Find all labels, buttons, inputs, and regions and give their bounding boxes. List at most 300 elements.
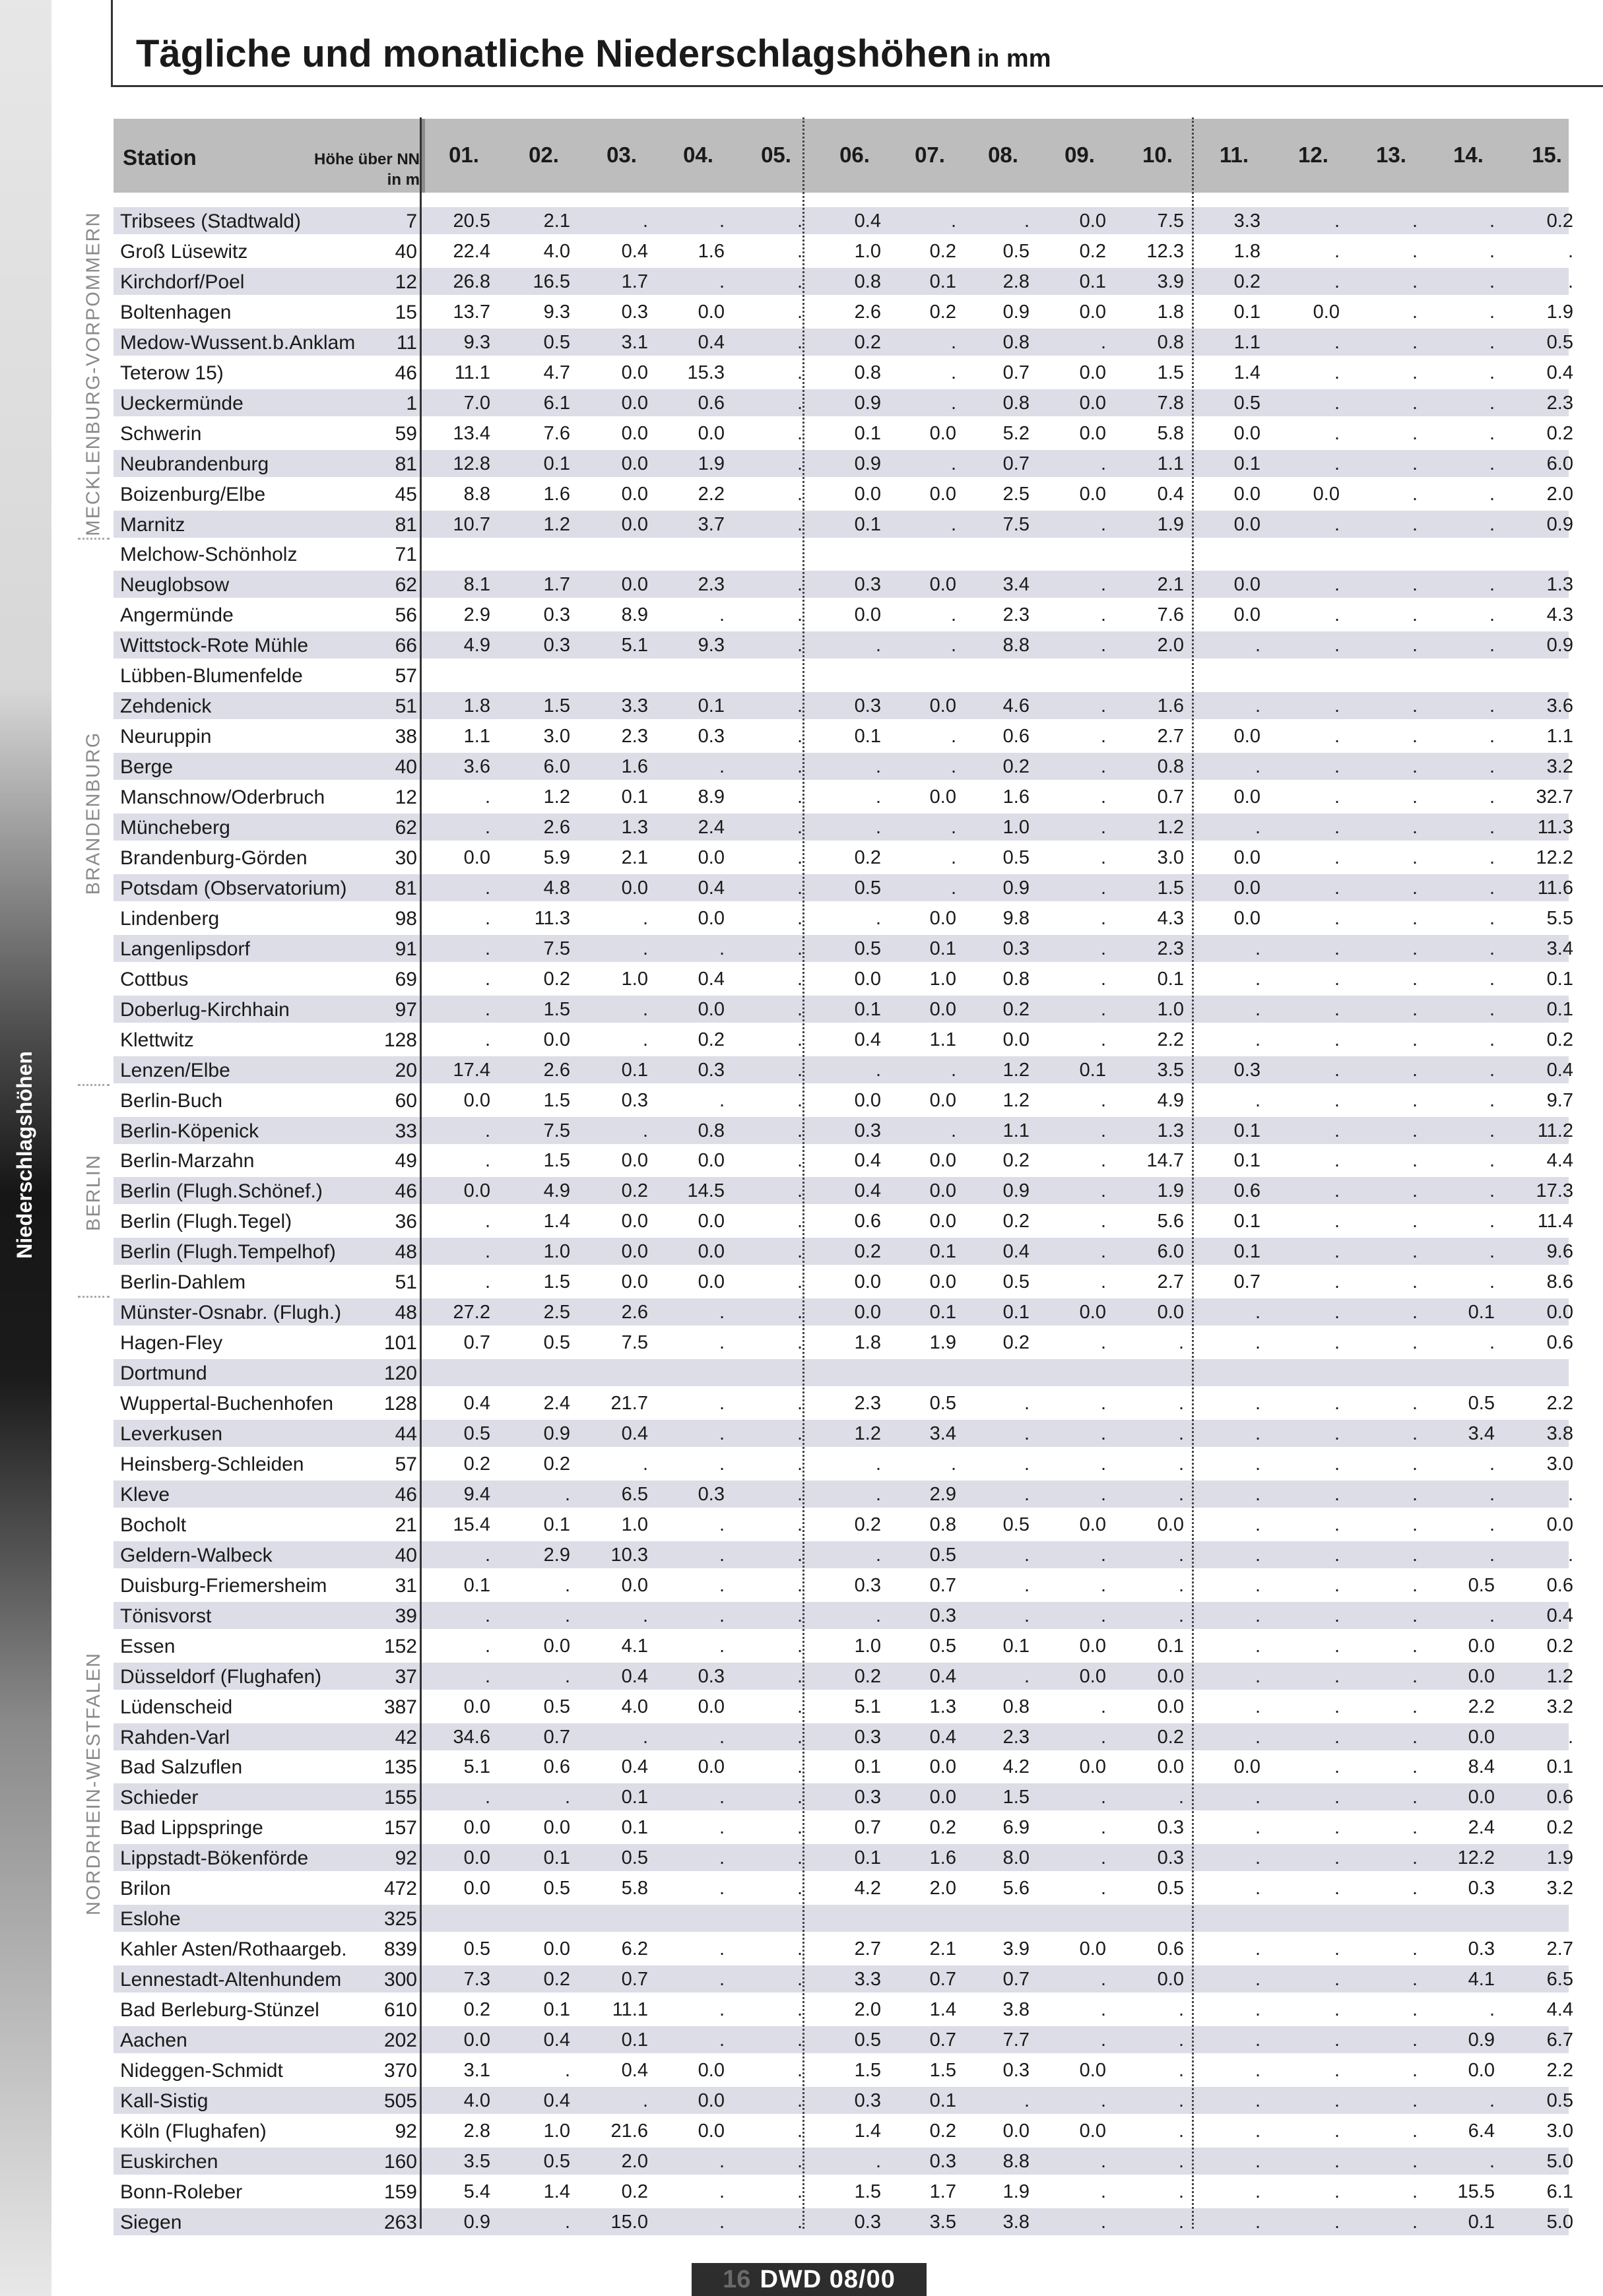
precip-value: 4.1 (621, 1635, 648, 1657)
station-height: 1 (406, 392, 417, 414)
station-height: 46 (395, 1483, 417, 1506)
precip-value: . (797, 1150, 802, 1172)
precip-value: . (719, 271, 725, 292)
precip-value: 0.3 (543, 635, 570, 656)
precip-value: 2.6 (543, 1059, 570, 1081)
precip-value: 7.5 (621, 1332, 648, 1354)
precip-value: 0.6 (1546, 1787, 1573, 1808)
precip-value: 0.9 (1546, 635, 1573, 656)
station-name: Lippstadt-Bökenförde (120, 1847, 309, 1870)
precip-value: . (1255, 1544, 1260, 1566)
precip-value: . (719, 1878, 725, 1899)
precip-value: . (1255, 1847, 1260, 1869)
precip-value: . (1255, 635, 1260, 656)
precip-value: 2.8 (1002, 271, 1030, 292)
precip-value: 1.9 (1546, 1847, 1573, 1869)
precip-value: 4.7 (543, 362, 570, 383)
precip-value: 0.0 (929, 998, 956, 1020)
precip-value: . (1100, 2089, 1106, 2111)
precip-value: 0.1 (854, 1756, 881, 1778)
precip-value: 0.0 (463, 1847, 490, 1869)
station-name: Melchow-Schönholz (120, 544, 298, 566)
precip-value: 0.4 (698, 331, 725, 353)
precip-value: 0.7 (929, 1574, 956, 1596)
precip-value: . (1334, 271, 1340, 292)
precip-value: . (1100, 1726, 1106, 1748)
precip-value: 0.0 (698, 2059, 725, 2081)
precip-value: 0.0 (1233, 1756, 1260, 1778)
precip-value: 0.1 (621, 1059, 648, 1081)
table-row (114, 1602, 1573, 1629)
station-height: 62 (395, 574, 417, 596)
precip-value: 0.0 (698, 1241, 725, 1263)
station-name: Heinsberg-Schleiden (120, 1453, 304, 1475)
precip-value: 2.5 (543, 1302, 570, 1323)
station-height: 40 (395, 756, 417, 779)
precip-value: 0.9 (1002, 301, 1030, 323)
precip-value: . (875, 1453, 881, 1475)
station-name: Leverkusen (120, 1423, 223, 1445)
precip-value: 0.2 (854, 1241, 881, 1263)
precip-value: 0.2 (854, 1514, 881, 1535)
precip-value: 1.1 (929, 1029, 956, 1050)
precip-value: 0.4 (621, 1423, 648, 1444)
precip-value: . (1489, 1059, 1495, 1081)
precip-value: 2.0 (1546, 483, 1573, 505)
station-name: Berlin-Dahlem (120, 1271, 246, 1294)
precip-value: 2.4 (698, 817, 725, 838)
precip-value: 0.1 (929, 1241, 956, 1263)
precip-value: 0.5 (1468, 1574, 1495, 1596)
precip-value: . (1489, 1211, 1495, 1232)
precip-value: 3.4 (929, 1423, 956, 1444)
precip-value: 1.6 (929, 1847, 956, 1869)
precip-value: . (1412, 1423, 1418, 1444)
precip-value: 1.1 (463, 726, 490, 748)
station-name: Lenzen/Elbe (120, 1059, 230, 1081)
station-height: 71 (395, 544, 417, 566)
precip-value: . (797, 513, 802, 535)
precip-value: . (1334, 1574, 1340, 1596)
station-name: Cottbus (120, 968, 189, 990)
precip-value: 0.0 (929, 483, 956, 505)
precip-value: 4.2 (854, 1878, 881, 1899)
precip-value: 0.0 (698, 2089, 725, 2111)
precip-value: 0.1 (543, 1514, 570, 1535)
precip-value: . (797, 786, 802, 808)
precip-value: . (1412, 1393, 1418, 1415)
precip-value: . (1489, 1999, 1495, 2021)
table-row (114, 298, 1573, 325)
table-row (114, 1087, 1573, 1114)
precip-value: . (797, 907, 802, 929)
station-name: Berlin (Flugh.Tegel) (120, 1211, 292, 1233)
precip-value: . (1412, 846, 1418, 868)
precip-value: . (719, 1726, 725, 1748)
station-height: 36 (395, 1211, 417, 1233)
precip-value: . (797, 1605, 802, 1626)
precip-value: 2.9 (929, 1483, 956, 1505)
precip-value: . (719, 1817, 725, 1839)
day-column-header: 14. (1453, 143, 1484, 167)
precip-value: . (1412, 513, 1418, 535)
precip-value: . (1412, 877, 1418, 899)
precip-value: 0.1 (1233, 301, 1260, 323)
precip-value: . (642, 938, 648, 959)
precip-value: . (1412, 2059, 1418, 2081)
precip-value: 10.3 (610, 1544, 648, 1566)
precip-value: 0.1 (854, 1847, 881, 1869)
precip-value: 0.0 (929, 1150, 956, 1172)
precip-value: 8.8 (463, 483, 490, 505)
precip-value: 0.0 (1079, 1302, 1106, 1323)
precip-value: . (484, 817, 490, 838)
precip-value: . (484, 938, 490, 959)
precip-value: 0.1 (1233, 1211, 1260, 1232)
precip-value: 1.0 (1002, 817, 1030, 838)
precip-value: . (1567, 240, 1573, 262)
precip-value: . (797, 635, 802, 656)
station-height: 387 (383, 1696, 417, 1718)
precip-value: 0.0 (621, 1241, 648, 1263)
precip-value: . (1334, 1241, 1340, 1263)
precip-value: . (1100, 1211, 1106, 1232)
table-row (114, 1389, 1573, 1417)
precip-value: 0.5 (1233, 392, 1260, 414)
precip-value: 1.5 (929, 2059, 956, 2081)
day-column-header: 09. (1064, 143, 1095, 167)
precip-value: . (484, 1029, 490, 1050)
precip-value: . (484, 1150, 490, 1172)
precip-value: . (950, 726, 956, 748)
precip-value: . (950, 635, 956, 656)
precip-value: 0.3 (929, 2150, 956, 2172)
precip-value: . (1255, 1938, 1260, 1960)
precip-value: . (1489, 877, 1495, 899)
precip-value: 1.0 (543, 2120, 570, 2142)
precip-value: 6.2 (621, 1938, 648, 1960)
precip-value: 0.0 (1468, 2059, 1495, 2081)
precip-value: 1.3 (1546, 574, 1573, 596)
precip-value: 0.0 (621, 1271, 648, 1293)
precip-value: . (950, 331, 956, 353)
precip-value: . (1100, 846, 1106, 868)
precip-value: . (1489, 271, 1495, 292)
precip-value: . (1255, 2089, 1260, 2111)
precip-value: . (1412, 2029, 1418, 2051)
precip-value: . (1100, 1241, 1106, 1263)
station-height: 472 (383, 1878, 417, 1900)
precip-value: . (797, 362, 802, 383)
station-height: 48 (395, 1302, 417, 1324)
precip-value: . (950, 817, 956, 838)
table-row (114, 905, 1573, 932)
precip-value: 0.8 (1157, 756, 1184, 778)
precip-value: 2.3 (621, 726, 648, 748)
precip-value: 0.8 (854, 362, 881, 383)
precip-value: 9.6 (1546, 1241, 1573, 1263)
precip-value: . (1412, 726, 1418, 748)
precip-value: 8.0 (1002, 1847, 1030, 1869)
precip-value: . (1412, 483, 1418, 505)
precip-value: . (1334, 2059, 1340, 2081)
precip-value: . (797, 1332, 802, 1354)
station-height: 44 (395, 1423, 417, 1445)
precip-value: 1.2 (1546, 1665, 1573, 1687)
precip-value: 0.3 (621, 301, 648, 323)
table-row (114, 1450, 1573, 1477)
station-name: Bad Salzuflen (120, 1756, 243, 1779)
precip-value: 1.5 (543, 695, 570, 717)
precip-value: . (1255, 1574, 1260, 1596)
region-label (78, 207, 110, 540)
precip-value: . (1334, 1787, 1340, 1808)
table-row (114, 631, 1573, 658)
precip-value: 1.6 (698, 240, 725, 262)
precip-value: 12.8 (453, 453, 490, 474)
precip-value: 0.3 (854, 1574, 881, 1596)
precip-value: 3.0 (1546, 1453, 1573, 1475)
precip-value: . (1100, 2150, 1106, 2172)
precip-value: 3.8 (1546, 1423, 1573, 1444)
precip-value: . (719, 210, 725, 232)
precip-value: 4.3 (1157, 907, 1184, 929)
precip-value: . (1024, 1453, 1030, 1475)
precip-value: 1.5 (543, 1150, 570, 1172)
precip-value: 0.8 (1157, 331, 1184, 353)
precip-value: . (1100, 1847, 1106, 1869)
precip-value: 0.7 (1233, 1271, 1260, 1293)
station-name: Bocholt (120, 1514, 187, 1536)
precip-value: 0.5 (929, 1393, 956, 1415)
station-height: 101 (383, 1332, 417, 1355)
precip-value: 0.2 (1546, 1817, 1573, 1839)
precip-value: . (797, 1787, 802, 1808)
precip-value: . (719, 1423, 725, 1444)
precip-value: . (1334, 907, 1340, 929)
precip-value: . (797, 301, 802, 323)
station-height: 92 (395, 1847, 417, 1870)
station-height: 59 (395, 422, 417, 445)
precip-value: . (1255, 1969, 1260, 1991)
precip-value: 1.9 (1002, 2181, 1030, 2202)
precip-value: 0.0 (854, 1271, 881, 1293)
precip-value: . (1178, 1544, 1184, 1566)
precip-value: 7.3 (463, 1969, 490, 1991)
precip-value: 1.5 (543, 1089, 570, 1111)
precip-value: . (1489, 907, 1495, 929)
precip-value: . (1024, 1665, 1030, 1687)
station-name: Neubrandenburg (120, 453, 269, 475)
station-height: 81 (395, 513, 417, 536)
station-name: Wittstock-Rote Mühle (120, 635, 309, 657)
station-name: Essen (120, 1635, 176, 1657)
precip-value: . (1412, 1969, 1418, 1991)
precip-value: . (1412, 1756, 1418, 1778)
precip-value: . (1334, 1393, 1340, 1415)
station-name: Brilon (120, 1878, 171, 1900)
precip-value: . (1489, 726, 1495, 748)
day-column-header: 07. (915, 143, 945, 167)
precip-value: . (1100, 1180, 1106, 1202)
precip-value: 4.1 (1468, 1969, 1495, 1991)
precip-value: . (1489, 1605, 1495, 1626)
precip-value: 2.6 (543, 817, 570, 838)
precip-value: . (642, 1726, 648, 1748)
precip-value: 0.5 (854, 877, 881, 899)
station-name: Kirchdorf/Poel (120, 271, 245, 293)
precip-value: 0.0 (929, 1756, 956, 1778)
precip-value: . (719, 756, 725, 778)
precip-value: . (1334, 331, 1340, 353)
precip-value: . (719, 1605, 725, 1626)
precip-value: 1.0 (854, 240, 881, 262)
precip-value: 0.0 (698, 2120, 725, 2142)
precip-value: 0.0 (463, 2029, 490, 2051)
precip-value: . (1100, 1999, 1106, 2021)
station-height: 39 (395, 1605, 417, 1627)
table-row (114, 1117, 1573, 1144)
precip-value: . (719, 938, 725, 959)
day-column-header: 06. (839, 143, 870, 167)
precip-value: . (1100, 1878, 1106, 1899)
station-height: 51 (395, 695, 417, 718)
precip-value: 2.4 (543, 1393, 570, 1415)
precip-value: . (564, 1665, 570, 1687)
precip-value: 11.6 (1537, 877, 1573, 899)
precip-value: . (1412, 635, 1418, 656)
precip-value: . (1100, 1393, 1106, 1415)
precip-value: . (1412, 271, 1418, 292)
title-unit: in mm (977, 45, 1051, 73)
precip-value: . (1100, 1544, 1106, 1566)
precip-value: 0.5 (854, 938, 881, 959)
precip-value: 0.0 (854, 604, 881, 626)
precip-value: 0.1 (543, 1847, 570, 1869)
precip-value: 7.5 (1002, 513, 1030, 535)
precip-value: 0.4 (543, 2089, 570, 2111)
precip-value: 0.2 (929, 240, 956, 262)
precip-value: . (1178, 1787, 1184, 1808)
table-row (114, 1511, 1573, 1538)
precip-value: 2.2 (1546, 1393, 1573, 1415)
station-name: Boltenhagen (120, 301, 232, 323)
precip-value: . (1412, 331, 1418, 353)
precip-value: 0.0 (1157, 1756, 1184, 1778)
precip-value: 0.3 (1157, 1817, 1184, 1839)
precip-value: 0.6 (1157, 1938, 1184, 1960)
precip-value: 5.5 (1546, 907, 1573, 929)
station-height: 81 (395, 877, 417, 899)
table-divider-line (420, 117, 422, 2229)
precip-value: . (1334, 998, 1340, 1020)
precip-value: 0.0 (698, 998, 725, 1020)
precip-value: 0.3 (854, 695, 881, 717)
day-column-header: 12. (1298, 143, 1328, 167)
table-row (114, 2208, 1573, 2235)
precip-value: 1.7 (929, 2181, 956, 2202)
precip-value: 0.0 (621, 483, 648, 505)
precip-value: 4.0 (543, 240, 570, 262)
precip-value: 5.8 (1157, 422, 1184, 444)
precip-value: 2.7 (854, 1938, 881, 1960)
precip-value: 0.8 (854, 271, 881, 292)
precip-value: 0.0 (698, 1150, 725, 1172)
precip-value: 1.9 (698, 453, 725, 474)
precip-value: 1.8 (1233, 240, 1260, 262)
precip-value: . (1100, 786, 1106, 808)
precip-value: . (1024, 210, 1030, 232)
precip-value: . (1334, 1696, 1340, 1717)
precip-value: 8.1 (463, 574, 490, 596)
precip-value: 0.0 (929, 1089, 956, 1111)
precip-value: 13.7 (453, 301, 490, 323)
station-height: 21 (395, 1514, 417, 1536)
precip-value: 0.1 (698, 695, 725, 717)
precip-value: . (1334, 240, 1340, 262)
precip-value: 0.3 (698, 726, 725, 748)
precip-value: 3.1 (621, 331, 648, 353)
table-row (114, 1481, 1573, 1508)
station-height: 97 (395, 998, 417, 1021)
precip-value: 0.0 (1546, 1302, 1573, 1323)
precip-value: 21.7 (610, 1393, 648, 1415)
table-row (114, 1905, 1569, 1932)
precip-value: 0.0 (543, 1817, 570, 1839)
precip-value: . (1489, 301, 1495, 323)
precip-value: . (1334, 695, 1340, 717)
precip-value: . (797, 1241, 802, 1263)
precip-value: . (797, 574, 802, 596)
station-name: Dortmund (120, 1362, 207, 1385)
precip-value: . (719, 1514, 725, 1535)
station-height: 45 (395, 483, 417, 505)
precip-value: 1.4 (854, 2120, 881, 2142)
station-height: 37 (395, 1665, 417, 1688)
station-column-header: Station (123, 145, 197, 170)
precip-value: . (1255, 1999, 1260, 2021)
precip-value: 2.4 (1468, 1817, 1495, 1839)
precip-value: 9.8 (1002, 907, 1030, 929)
precip-value: . (1334, 1089, 1340, 1111)
precip-value: 1.9 (1157, 513, 1184, 535)
precip-value: . (1334, 938, 1340, 959)
precip-value: 0.0 (1468, 1726, 1495, 1748)
precip-value: . (1334, 1969, 1340, 1991)
station-height: 56 (395, 604, 417, 627)
precip-value: . (719, 1544, 725, 1566)
precip-value: 2.3 (1546, 392, 1573, 414)
precip-value: 1.9 (929, 1332, 956, 1354)
precip-value: . (484, 998, 490, 1020)
precip-value: 0.7 (929, 2029, 956, 2051)
precip-value: . (797, 1029, 802, 1050)
precip-value: 3.4 (1468, 1423, 1495, 1444)
precip-value: 1.2 (543, 513, 570, 535)
precip-value: . (1334, 1817, 1340, 1839)
precip-value: 0.4 (621, 1756, 648, 1778)
precip-value: 0.0 (929, 1211, 956, 1232)
precip-value: . (1334, 726, 1340, 748)
precip-value: . (950, 1059, 956, 1081)
precip-value: 0.5 (543, 1332, 570, 1354)
station-name: Zehdenick (120, 695, 212, 718)
precip-value: 0.0 (543, 1635, 570, 1657)
station-height: 202 (383, 2029, 417, 2051)
precip-value: 15.4 (453, 1514, 490, 1535)
precip-value: 1.1 (1157, 453, 1184, 474)
precip-value: 0.0 (1468, 1635, 1495, 1657)
